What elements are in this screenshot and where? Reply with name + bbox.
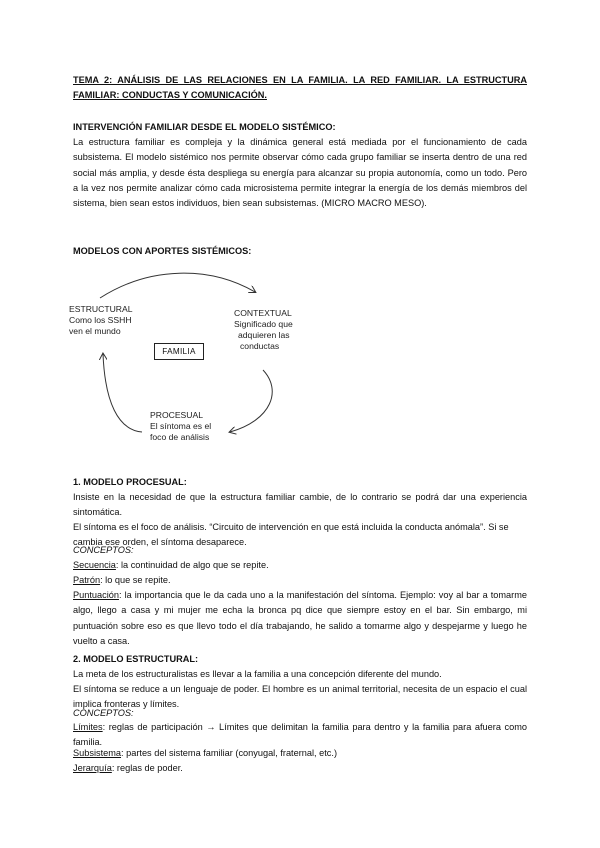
concept-definition: : la continuidad de algo que se repite.	[115, 560, 269, 570]
systemic-models-diagram	[60, 272, 320, 450]
procesual-concept-patron	[73, 573, 527, 588]
estructural-paragraph-1: La meta de los estructuralistas es llevar a la familia a una concepción diferente del mundo.	[73, 669, 442, 679]
arrow-estructural-to-contextual	[100, 273, 255, 298]
concept-term: Límites	[73, 722, 103, 732]
procesual-heading: 1. MODELO PROCESUAL:	[73, 477, 187, 487]
procesual-paragraph-1: Insiste en la necesidad de que la estructura familiar cambie, de lo contrario se podrá dar una experiencia sintomática.	[73, 492, 527, 518]
intervention-body: La estructura familiar es compleja y la dinámica general está mediada por el funcionamiento de cada subsistema. El modelo sistémico nos permite observar cómo cada grupo familiar se inserta dentro de una red social más amplia, y desde ésta despliega su energía para alcanzar su propia autonomía, como un todo. Pero a la vez nos permite analizar cómo cada microsistema permite integrar la energía de los demás miembros del sistema, bien sean estos individuos, bien sean subsistemas. (MICRO MACRO MESO).	[73, 137, 527, 209]
label-procesual: PROCESUAL El síntoma es el foco de análisis	[150, 410, 212, 442]
label-estructural: ESTRUCTURAL Como los SSHH ven el mundo	[69, 304, 133, 336]
estructural-paragraph-2: El síntoma se reduce a un lenguaje de poder. El hombre es un animal territorial, necesita de un espacio el cual implica fronteras y límites.	[73, 684, 527, 710]
concept-term: Jerarquía	[73, 763, 112, 773]
concept-term: Subsistema	[73, 748, 122, 758]
label-contextual: CONTEXTUAL Significado que adquieren las conductas	[234, 308, 293, 351]
procesual-concept-puntuacion	[73, 588, 527, 649]
intervention-heading: INTERVENCIÓN FAMILIAR DESDE EL MODELO SISTÉMICO:	[73, 122, 336, 132]
concept-term: Puntuación	[73, 590, 119, 600]
concept-definition: : partes del sistema familiar (conyugal, fraternal, etc.)	[121, 748, 338, 758]
models-heading: MODELOS CON APORTES SISTÉMICOS:	[73, 246, 252, 256]
concept-definition: : reglas de poder.	[111, 763, 183, 773]
estructural-heading: 2. MODELO ESTRUCTURAL:	[73, 654, 199, 664]
arrow-procesual-to-estructural	[103, 354, 142, 432]
familia-box: FAMILIA	[154, 343, 204, 360]
document-title: TEMA 2: ANÁLISIS DE LAS RELACIONES EN LA FAMILIA. LA RED FAMILIAR. LA ESTRUCTURA FAMILIAR: CONDUCTAS Y COMUNICACIÓN.	[73, 75, 527, 101]
estructural-concept-subsistema	[73, 746, 527, 761]
concept-definition: : la importancia que le da cada uno a la manifestación del síntoma. Ejemplo: voy al bar a tomarme algo, llego a casa y mi mujer me echa la bronca pq dice que siempre estoy en el bar. Sin embargo, mi puntuación sobre eso es que llevo todo el día trabajando, he salido a tomarme algo y despejarme y luego he vuelto a casa.	[73, 590, 527, 646]
concept-definition: : reglas de participación → Límites que delimitan la familia para dentro y la familia para afuera como familia.	[73, 722, 527, 748]
procesual-concept-secuencia	[73, 558, 527, 573]
arrow-contextual-to-procesual	[230, 370, 272, 432]
procesual-concepts-label: CONCEPTOS:	[73, 545, 134, 555]
concept-term: Secuencia	[73, 560, 116, 570]
concept-definition: : lo que se repite.	[100, 575, 171, 585]
estructural-concepts-label: CONCEPTOS:	[73, 708, 134, 718]
procesual-paragraph-2: El síntoma es el foco de análisis. “Circuito de intervención en que está incluida la conducta anómala”. Si se cambia ese orden, el síntoma desaparece.	[73, 522, 509, 548]
estructural-concept-jerarquia	[73, 761, 527, 776]
concept-term: Patrón	[73, 575, 101, 585]
